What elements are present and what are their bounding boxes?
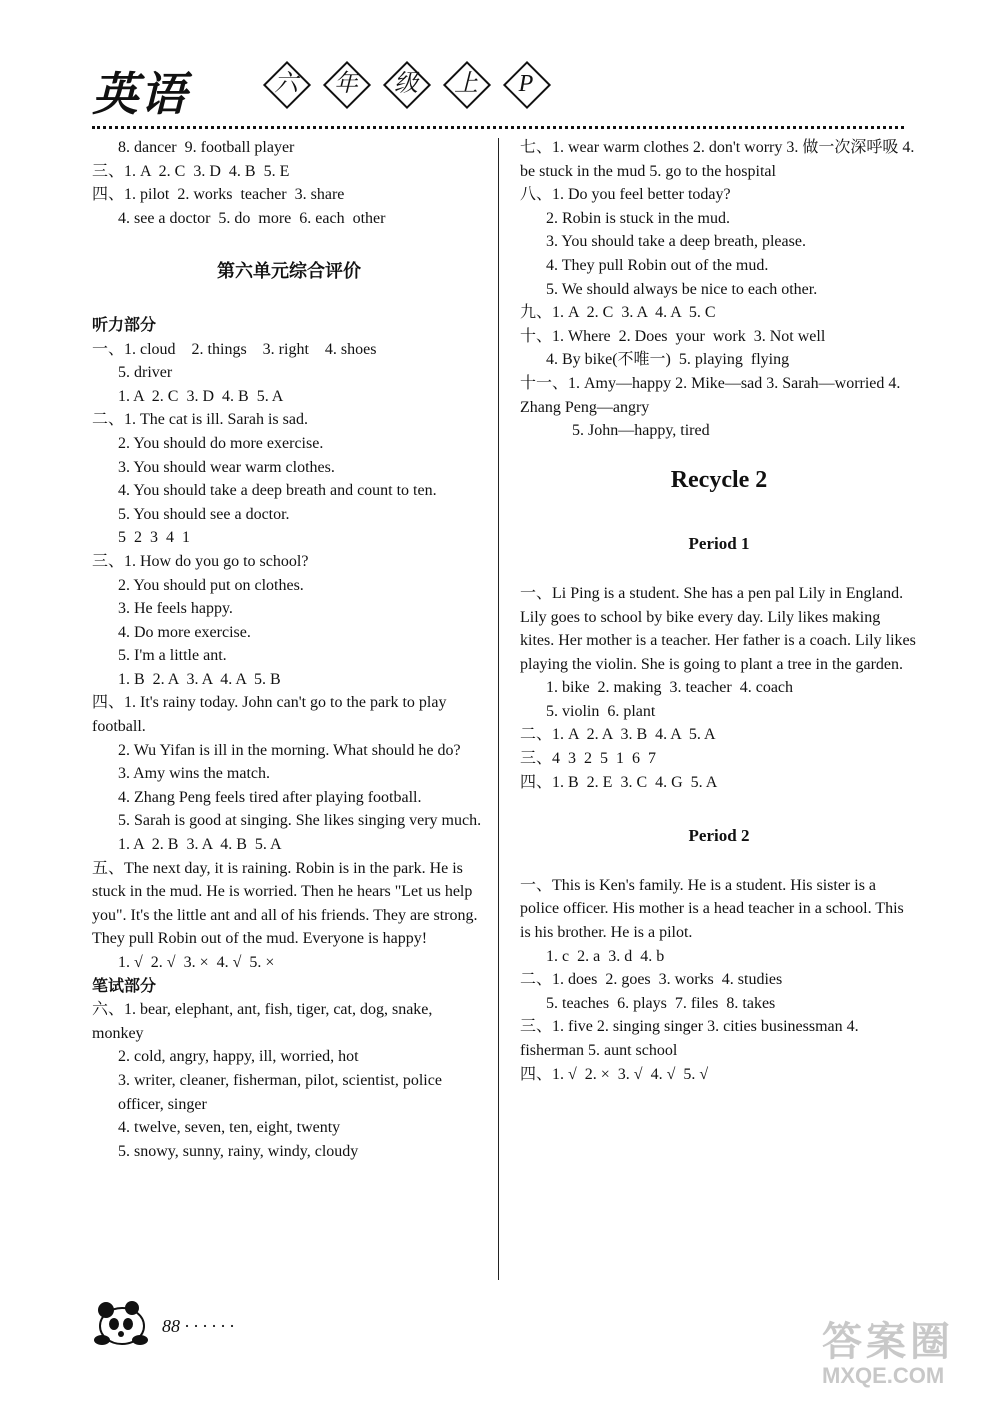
answer-line: 4. Zhang Peng feels tired after playing football.	[118, 788, 422, 806]
page-header	[92, 52, 912, 122]
answer-line: 三、1. five 2. singing singer 3. cities businessman 4. fisherman 5. aunt school	[520, 1018, 859, 1059]
answer-line: 4. see a doctor 5. do more 6. each other	[118, 209, 386, 227]
answer-line: 八、1. Do you feel better today?	[520, 186, 731, 204]
answer-line: 5. John—happy, tired	[572, 422, 710, 440]
answer-line: 4. They pull Robin out of the mud.	[546, 256, 769, 274]
watermark	[822, 1310, 994, 1396]
subject-title: 英语	[92, 69, 188, 120]
answer-line: 5. snowy, sunny, rainy, windy, cloudy	[118, 1142, 359, 1160]
answer-line: 四、1. B 2. E 3. C 4. G 5. A	[520, 773, 718, 791]
answer-line: 三、1. A 2. C 3. D 4. B 5. E	[92, 162, 290, 180]
period-title: Period 2	[688, 826, 750, 846]
answer-line: 5. Sarah is good at singing. She likes singing very much.	[118, 812, 482, 830]
left-column	[92, 136, 486, 1163]
unit-title: 第六单元综合评价	[217, 261, 361, 282]
answer-line: 七、1. wear warm clothes 2. don't worry 3. 做一次深呼吸 4. be stuck in the mud 5. go to the hospital	[520, 139, 915, 180]
answer-line: 3. He feels happy.	[118, 600, 233, 618]
answer-line: 5. You should see a doctor.	[118, 505, 290, 523]
answer-line: 5. teaches 6. plays 7. files 8. takes	[546, 994, 776, 1012]
watermark-url: MXQE.COM	[822, 1363, 945, 1388]
answer-line: 5. driver	[118, 364, 173, 382]
answer-line: 4. By bike(不唯一) 5. playing flying	[546, 351, 790, 369]
answer-line: 四、1. pilot 2. works teacher 3. share	[92, 186, 345, 204]
answer-line: 2. You should do more exercise.	[118, 434, 324, 452]
answer-line: 九、1. A 2. C 3. A 4. A 5. C	[520, 304, 716, 322]
answer-line: 1. B 2. A 3. A 4. A 5. B	[118, 670, 281, 688]
grade-tag: 上	[444, 62, 488, 106]
grade-tag: 年	[324, 62, 368, 106]
answer-line: 一、1. cloud 2. things 3. right 4. shoes	[92, 340, 377, 358]
recycle-title: Recycle 2	[670, 466, 768, 493]
answer-line: 1. A 2. C 3. D 4. B 5. A	[118, 387, 284, 405]
answer-line: 十、1. Where 2. Does your work 3. Not well	[520, 327, 826, 345]
answer-line: 4. Do more exercise.	[118, 623, 251, 641]
answer-line: 四、1. √ 2. × 3. √ 4. √ 5. √	[520, 1065, 709, 1083]
answer-line: 二、1. A 2. A 3. B 4. A 5. A	[520, 726, 716, 744]
answer-line: 四、1. It's rainy today. John can't go to the park to play football.	[92, 694, 447, 736]
answer-line: 六、1. bear, elephant, ant, fish, tiger, cat, dog, snake, monkey	[92, 1001, 433, 1042]
page-number: 88 · · · · · ·	[162, 1316, 234, 1336]
watermark-logo-text: 答案圈	[822, 1319, 954, 1364]
answer-line: 3. writer, cleaner, fisherman, pilot, scientist, police officer, singer	[118, 1071, 442, 1113]
answer-line: 二、1. does 2. goes 3. works 4. studies	[520, 971, 783, 989]
passage-paragraph: 五、The next day, it is raining. Robin is in the park. He is stuck in the mud. He is worried. Then he hears "Let us help you". It's the little ant and all of his friends. They are strong. They pull Robin out of the mud. Everyone is happy!	[92, 859, 478, 948]
grade-tags	[264, 62, 548, 106]
answer-line: 2. You should put on clothes.	[118, 576, 304, 594]
answer-line: 1. √ 2. √ 3. × 4. √ 5. ×	[118, 954, 275, 971]
answer-line: 5. We should always be nice to each other.	[546, 280, 818, 298]
section-heading: 听力部分	[92, 316, 157, 334]
answer-line: 5. I'm a little ant.	[118, 647, 227, 665]
answer-line: 4. twelve, seven, ten, eight, twenty	[118, 1119, 341, 1137]
answer-line: 1. A 2. B 3. A 4. B 5. A	[118, 836, 282, 854]
answer-line: 2. Wu Yifan is ill in the morning. What should he do?	[118, 741, 461, 759]
answer-line: 二、1. The cat is ill. Sarah is sad.	[92, 411, 308, 429]
answer-line: 3. You should take a deep breath, please.	[546, 233, 806, 251]
answer-line: 2. cold, angry, happy, ill, worried, hot	[118, 1048, 359, 1066]
answer-line: 3. You should wear warm clothes.	[118, 458, 335, 476]
passage-paragraph: 一、Li Ping is a student. She has a pen pal Lily in England. Lily goes to school by bike every day. Lily likes making kites. Her mother is a teacher. Her father is a coach. Lily likes playing the violin. She is going to plant a tree in the garden.	[520, 584, 916, 673]
answer-line: 2. Robin is stuck in the mud.	[546, 209, 730, 227]
answer-line: 1. bike 2. making 3. teacher 4. coach	[546, 679, 794, 697]
answer-line: 5. violin 6. plant	[546, 702, 656, 720]
answer-line: 三、4 3 2 5 1 6 7	[520, 750, 657, 768]
grade-tag: P	[504, 62, 548, 106]
column-divider	[498, 138, 499, 1280]
answer-line: 5 2 3 4 1	[118, 529, 190, 547]
passage-paragraph: 一、This is Ken's family. He is a student. His sister is a police officer. His mother is a head teacher in a school. This is his brother. He is a pilot.	[520, 876, 904, 942]
grade-tag: 级	[384, 62, 428, 106]
answer-line: 8. dancer 9. football player	[118, 139, 295, 156]
section-heading: 笔试部分	[92, 977, 157, 995]
grade-tag: 六	[264, 62, 308, 106]
period-title: Period 1	[688, 534, 750, 554]
header-divider	[92, 126, 904, 129]
answer-line: 1. c 2. a 3. d 4. b	[546, 947, 665, 965]
panda-mascot-icon	[88, 1292, 158, 1348]
answer-line: 十一、1. Amy—happy 2. Mike—sad 3. Sarah—worried 4. Zhang Peng—angry	[520, 374, 901, 416]
answer-line: 4. You should take a deep breath and count to ten.	[118, 482, 437, 500]
answer-line: 3. Amy wins the match.	[118, 765, 270, 783]
right-column	[520, 136, 918, 1086]
answer-line: 三、1. How do you go to school?	[92, 552, 309, 570]
